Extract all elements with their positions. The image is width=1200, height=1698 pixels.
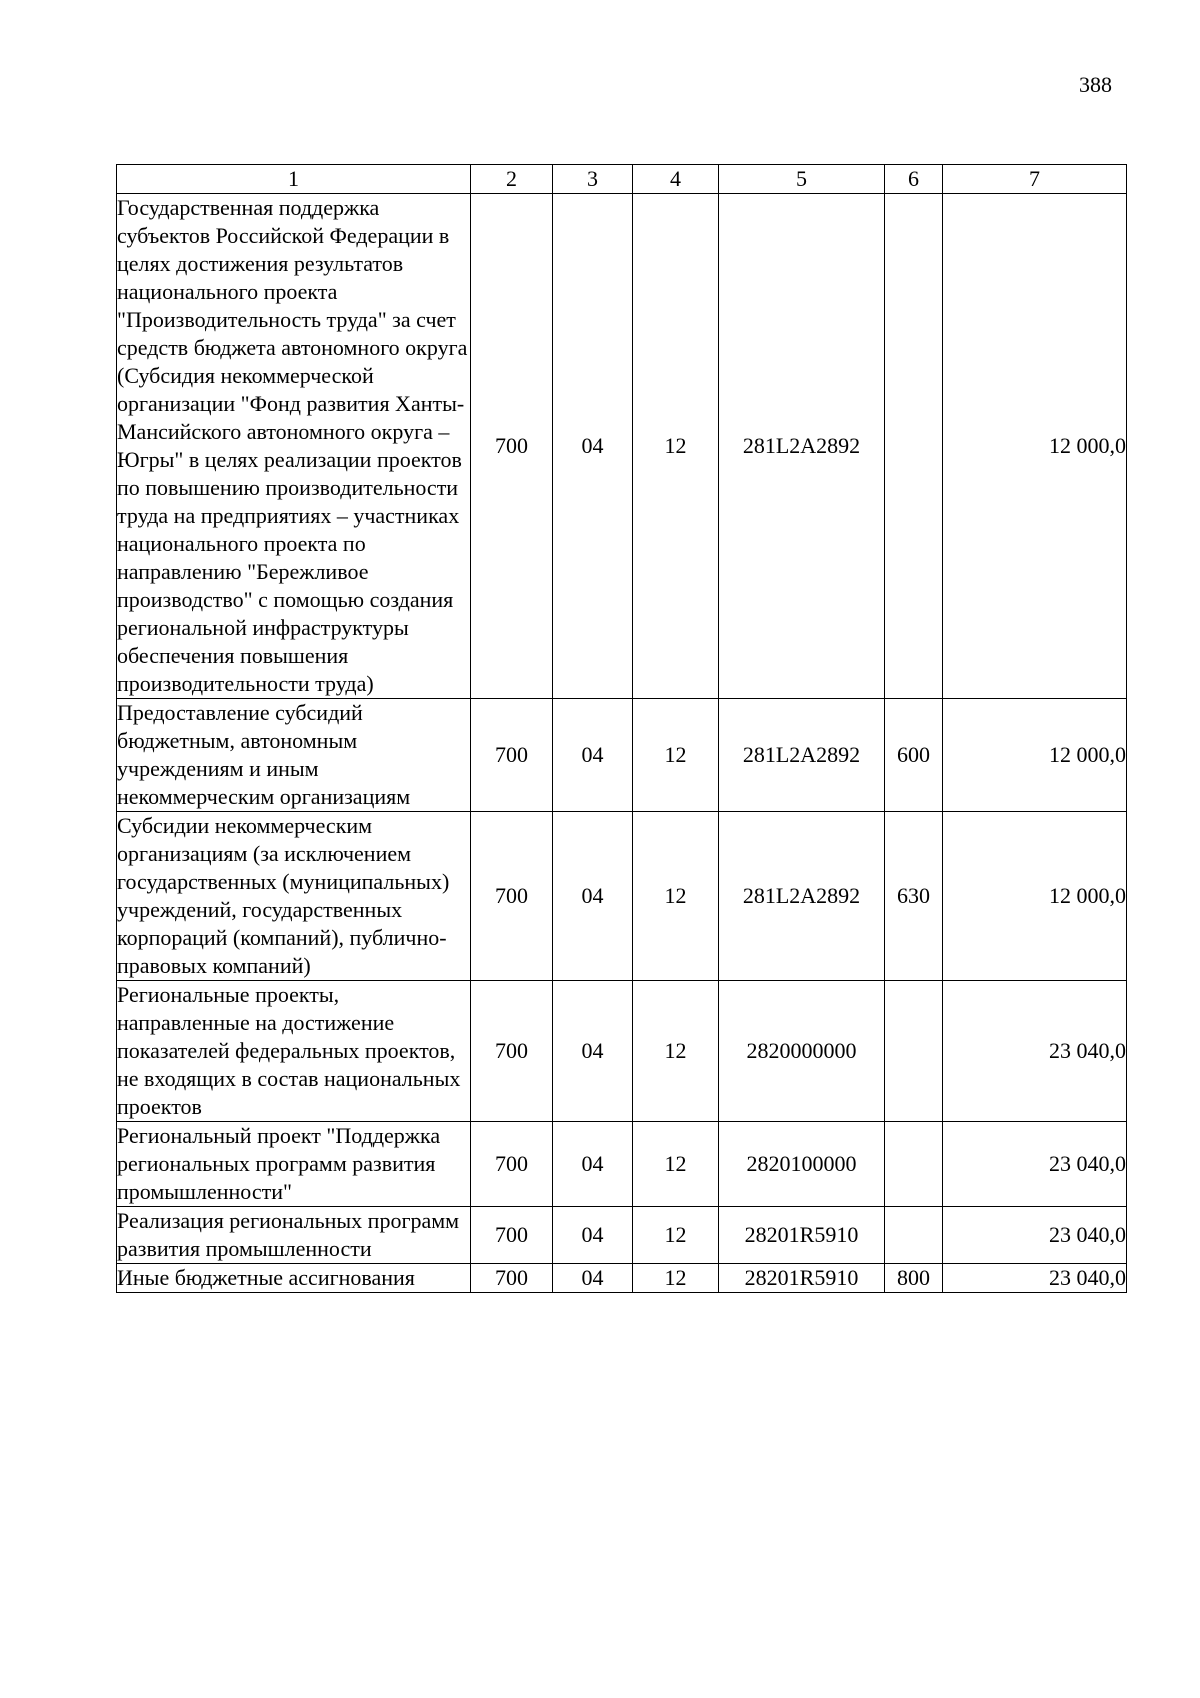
column-header: 3: [553, 165, 633, 194]
cell-amount: 23 040,0: [943, 1264, 1127, 1293]
cell-col4: 12: [633, 1122, 719, 1207]
cell-amount: 23 040,0: [943, 1207, 1127, 1264]
table-row: [117, 699, 1127, 812]
cell-col4: 12: [633, 699, 719, 812]
cell-col3: 04: [553, 194, 633, 699]
cell-col4: 12: [633, 981, 719, 1122]
table-row: [117, 812, 1127, 981]
cell-col6: [885, 194, 943, 699]
table-row: [117, 1122, 1127, 1207]
table-row: [117, 194, 1127, 699]
cell-col5: 281L2A2892: [719, 194, 885, 699]
cell-amount: 12 000,0: [943, 812, 1127, 981]
cell-col4: 12: [633, 812, 719, 981]
cell-col2: 700: [471, 981, 553, 1122]
cell-col3: 04: [553, 1122, 633, 1207]
cell-col4: 12: [633, 1264, 719, 1293]
column-header: 4: [633, 165, 719, 194]
column-header: 7: [943, 165, 1127, 194]
column-header: 1: [117, 165, 471, 194]
cell-col2: 700: [471, 1264, 553, 1293]
cell-amount: 23 040,0: [943, 1122, 1127, 1207]
header-row: [117, 165, 1127, 194]
item-name: Государственная поддержка субъектов Российской Федерации в целях достижения результатов национального проекта "Производительность труда" за счет средств бюджета автономного округа (Субсидия некоммерческой организации "Фонд развития Ханты-Мансийского автономного округа – Югры" в целях реализации проектов по повышению производительности труда на предприятиях – участниках национального проекта по направлению "Бережливое производство" с помощью создания региональной инфраструктуры обеспечения повышения производительности труда): [117, 194, 471, 699]
item-name: Предоставление субсидий бюджетным, автономным учреждениям и иным некоммерческим организациям: [117, 699, 471, 812]
cell-col3: 04: [553, 812, 633, 981]
item-name: Региональный проект "Поддержка региональных программ развития промышленности": [117, 1122, 471, 1207]
table-row: [117, 981, 1127, 1122]
cell-col3: 04: [553, 1264, 633, 1293]
cell-col6: [885, 1207, 943, 1264]
cell-col3: 04: [553, 699, 633, 812]
cell-amount: 12 000,0: [943, 194, 1127, 699]
column-header: 6: [885, 165, 943, 194]
page-number: 388: [1079, 72, 1112, 97]
column-header: 5: [719, 165, 885, 194]
cell-col6: [885, 981, 943, 1122]
column-header: 2: [471, 165, 553, 194]
cell-amount: 23 040,0: [943, 981, 1127, 1122]
cell-col3: 04: [553, 981, 633, 1122]
cell-col2: 700: [471, 699, 553, 812]
cell-col4: 12: [633, 194, 719, 699]
cell-amount: 12 000,0: [943, 699, 1127, 812]
cell-col2: 700: [471, 1207, 553, 1264]
cell-col6: 800: [885, 1264, 943, 1293]
cell-col4: 12: [633, 1207, 719, 1264]
cell-col5: 2820000000: [719, 981, 885, 1122]
item-name: Иные бюджетные ассигнования: [117, 1264, 471, 1293]
cell-col6: 630: [885, 812, 943, 981]
cell-col2: 700: [471, 194, 553, 699]
budget-table: [116, 164, 1127, 1293]
cell-col2: 700: [471, 1122, 553, 1207]
item-name: Субсидии некоммерческим организациям (за исключением государственных (муниципальных) учреждений, государственных корпораций (компаний), публично-правовых компаний): [117, 812, 471, 981]
item-name: Региональные проекты, направленные на достижение показателей федеральных проектов, не входящих в состав национальных проектов: [117, 981, 471, 1122]
cell-col5: 28201R5910: [719, 1207, 885, 1264]
item-name: Реализация региональных программ развития промышленности: [117, 1207, 471, 1264]
cell-col6: [885, 1122, 943, 1207]
cell-col5: 2820100000: [719, 1122, 885, 1207]
cell-col5: 28201R5910: [719, 1264, 885, 1293]
table-row: [117, 1207, 1127, 1264]
cell-col3: 04: [553, 1207, 633, 1264]
cell-col2: 700: [471, 812, 553, 981]
cell-col5: 281L2A2892: [719, 699, 885, 812]
cell-col5: 281L2A2892: [719, 812, 885, 981]
cell-col6: 600: [885, 699, 943, 812]
table-row: [117, 1264, 1127, 1293]
